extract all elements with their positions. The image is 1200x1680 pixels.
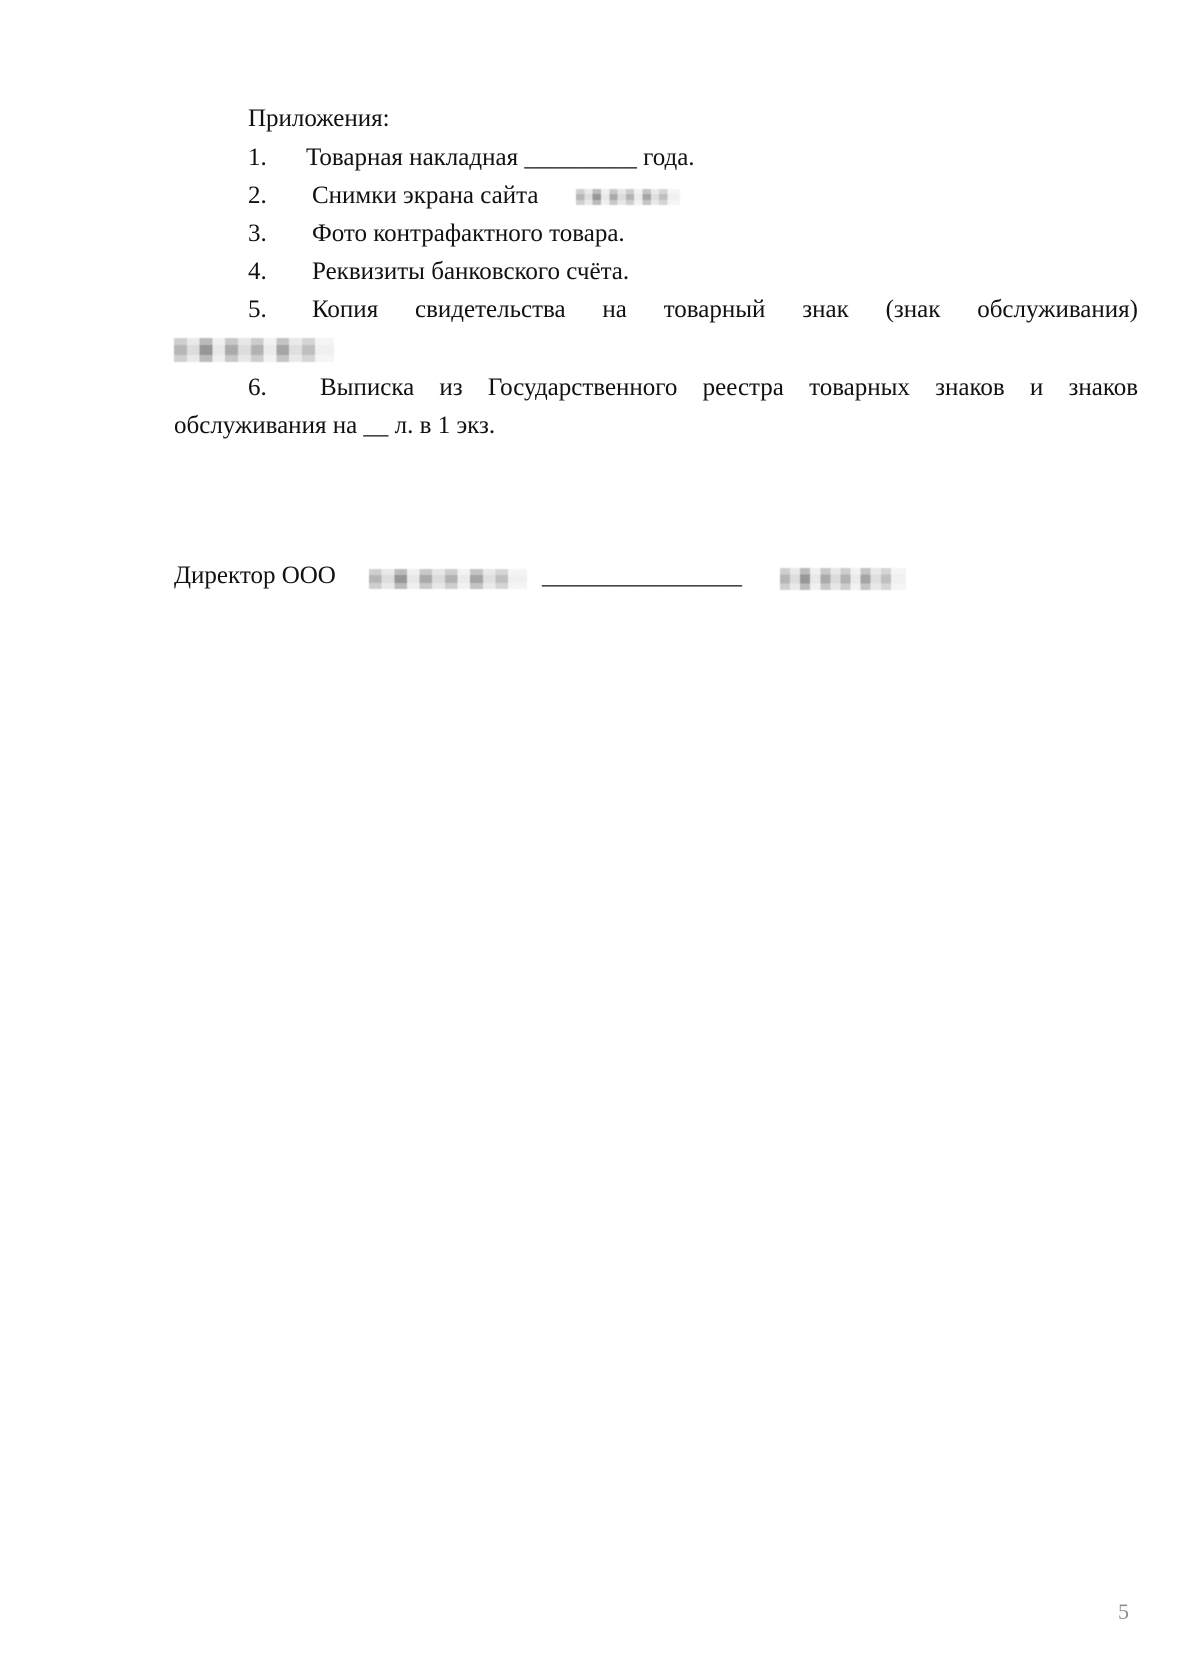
item-text: Реквизиты банковского счёта. xyxy=(312,258,630,285)
appendix-item-5 xyxy=(248,291,1138,329)
item-word: (знак xyxy=(885,296,941,323)
item-word: Выписка xyxy=(320,374,415,401)
director-label: Директор ООО xyxy=(174,562,336,589)
item-word: свидетельства xyxy=(415,296,566,323)
item-word: знак xyxy=(802,296,849,323)
signature-line: ________________ xyxy=(542,562,742,589)
appendix-item-6-continuation: обслуживания на __ л. в 1 экз. xyxy=(174,412,496,439)
item-word: товарный xyxy=(663,296,766,323)
redacted-company-name xyxy=(369,569,527,589)
redacted-director-name xyxy=(780,568,906,590)
item-word: реестра xyxy=(702,374,784,401)
item-word: знаков xyxy=(935,374,1005,401)
item-number: 2. xyxy=(248,182,267,209)
item-number: 5. xyxy=(248,296,267,323)
appendix-heading: Приложения: xyxy=(248,105,390,132)
item-5-line xyxy=(312,291,1138,329)
item-text: Снимки экрана сайта xyxy=(312,182,539,209)
item-number: 1. xyxy=(248,144,267,171)
appendix-item-6 xyxy=(248,369,1138,407)
item-text: Товарная накладная _________ года. xyxy=(306,144,695,171)
item-word: товарных xyxy=(809,374,910,401)
item-word: на xyxy=(602,296,627,323)
item-word: знаков xyxy=(1068,374,1138,401)
item-word: Государственного xyxy=(487,374,678,401)
item-number: 4. xyxy=(248,258,267,285)
item-text: Фото контрафактного товара. xyxy=(312,220,625,247)
item-word: из xyxy=(439,374,463,401)
item-word: обслуживания) xyxy=(977,296,1138,323)
redacted-site-name xyxy=(576,189,680,205)
item-6-line xyxy=(320,369,1138,407)
item-number: 3. xyxy=(248,220,267,247)
page-number: 5 xyxy=(1118,1599,1129,1624)
item-word: и xyxy=(1029,374,1044,401)
item-word: Копия xyxy=(312,296,379,323)
redacted-trademark-certificate xyxy=(174,338,334,362)
item-number: 6. xyxy=(248,374,267,401)
